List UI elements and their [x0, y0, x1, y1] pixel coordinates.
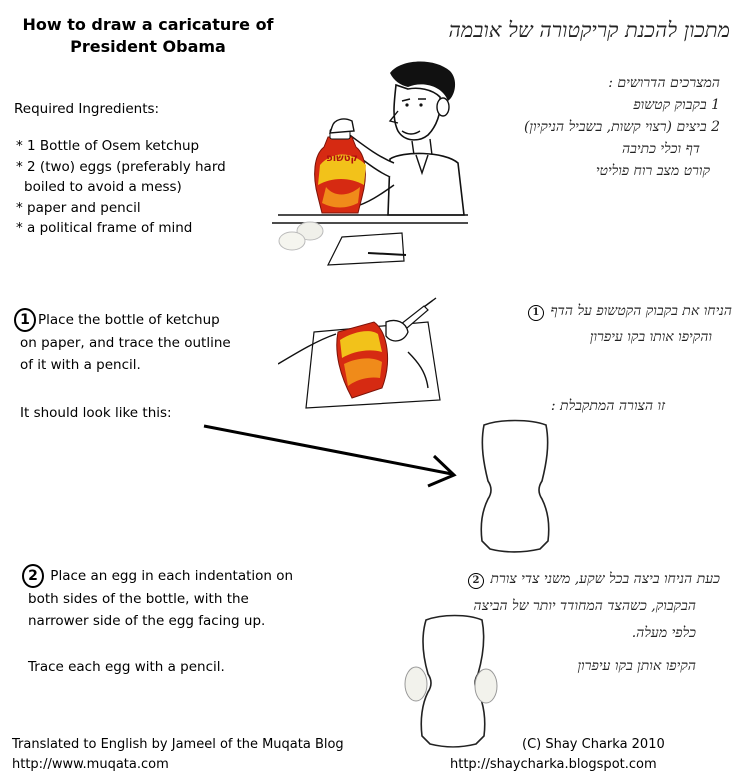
hebrew-title: מתכון להכנת קריקטורה של אובמה	[448, 18, 730, 42]
hebrew-ingredients-heading: המצרכים הדרושים :	[608, 75, 720, 91]
hebrew-step-2-line	[380, 566, 720, 593]
hebrew-ingredient-line: קורט מצב רוח פוליטי	[595, 163, 710, 179]
step-1-number: 1	[14, 308, 36, 332]
hebrew-step-2-line-text: כעת הניחו ביצה בכל שקע, משני צדי צורת	[490, 571, 720, 587]
shaycharka-link[interactable]: http://shaycharka.blogspot.com	[450, 757, 657, 772]
step-1-text	[14, 308, 274, 376]
hebrew-step-1-line-text: הניחו את בקבוק הקטשופ על הדף	[550, 303, 732, 319]
step-2-line: narrower side of the egg facing up.	[28, 613, 266, 629]
ingredient-item: * 2 (two) eggs (preferably hard	[16, 158, 226, 175]
step-1-result-text: It should look like this:	[20, 405, 172, 421]
ingredient-item: * a political frame of mind	[16, 220, 193, 236]
ingredient-item: boiled to avoid a mess)	[24, 179, 182, 195]
copyright-credit	[450, 735, 665, 775]
ingredient-item: * paper and pencil	[16, 199, 141, 216]
step-1-line: Place the bottle of ketchup	[38, 312, 220, 328]
ingredients-heading: Required Ingredients:	[14, 101, 160, 117]
hebrew-step-1-line	[470, 298, 732, 324]
tracing-bottle-illustration	[278, 292, 453, 412]
title-line-1: How to draw a caricature of	[22, 15, 274, 34]
bottle-outline-drawing	[470, 415, 560, 555]
bottle-with-eggs-drawing	[402, 612, 502, 752]
ingredient-item: * 1 Bottle of Osem ketchup	[16, 138, 200, 154]
hebrew-step-2-number: 2	[468, 573, 484, 589]
hebrew-step-2-line: כלפי מעלה.	[631, 625, 696, 641]
step-2-number: 2	[22, 564, 44, 588]
step-1-line: on paper, and trace the outline	[20, 335, 231, 351]
page-title	[8, 14, 288, 58]
hebrew-step-1-number: 1	[528, 305, 544, 321]
translation-text: Translated to English by Jameel of the Muqata Blog	[12, 737, 344, 752]
hebrew-step-2-trace: הקיפו אותן בקו עיפרון	[577, 658, 696, 674]
title-line-2: President Obama	[70, 37, 226, 56]
copyright-text: (C) Shay Charka 2010	[522, 737, 665, 752]
man-with-ketchup-illustration	[272, 55, 472, 270]
translation-credit	[12, 735, 344, 775]
hebrew-step-1	[470, 298, 732, 350]
step-2-trace-text: Trace each egg with a pencil.	[28, 659, 225, 675]
ingredients-list	[16, 136, 276, 239]
hebrew-step-1-result: זו הצורה המתקבלת :	[550, 398, 665, 414]
muqata-link[interactable]: http://www.muqata.com	[12, 757, 169, 772]
step-1-line: of it with a pencil.	[20, 357, 141, 373]
hebrew-step-2-line: הבקבוק, כשהצד המחודד יותר של הביצה	[473, 598, 696, 614]
hebrew-ingredient-line: 1 בקבוק קטשופ	[633, 97, 720, 113]
step-2-line: Place an egg in each indentation on	[50, 568, 294, 584]
hebrew-ingredients	[470, 72, 720, 182]
hebrew-ingredient-line: דף וכלי כתיבה	[621, 141, 700, 157]
arrow-icon	[200, 418, 465, 490]
step-2-text	[22, 564, 322, 632]
hebrew-step-1-line: והקיפו אותו בקו עיפרון	[589, 329, 712, 345]
ketchup-label: קטשופ	[326, 153, 358, 164]
hebrew-ingredient-line: 2 ביצים (רצוי קשות, בשביל הניקיון)	[523, 119, 720, 135]
step-2-line: both sides of the bottle, with the	[28, 591, 249, 607]
